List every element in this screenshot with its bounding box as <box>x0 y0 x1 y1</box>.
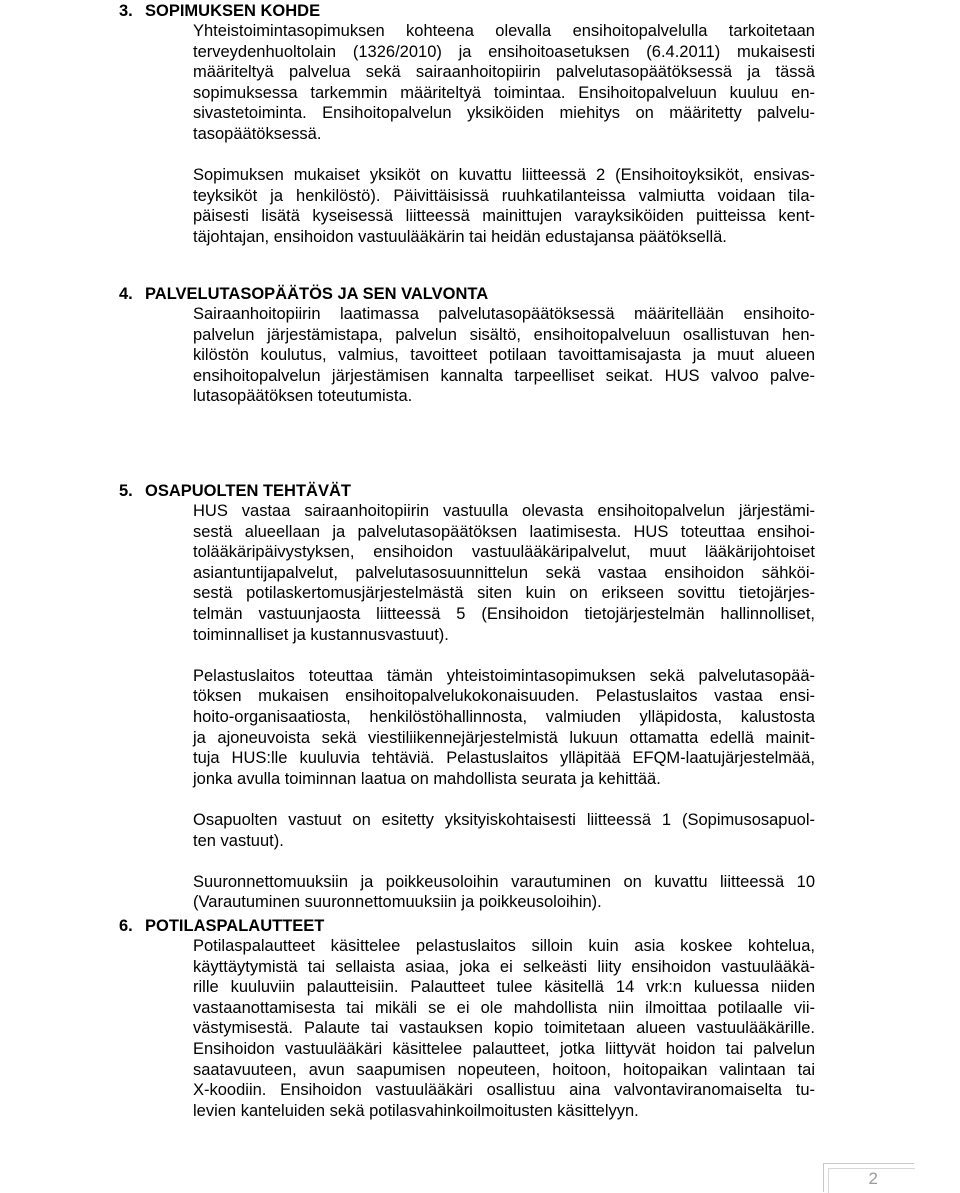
text-line: sestä potilaskertomusjärjestelmästä siten kuin on erikseen sovittu tietojärjes- <box>193 584 815 603</box>
text-line: vastaanottamisesta tai mikäli se ei ole mahdollista niin ilmoittaa potilaalle vii- <box>193 998 815 1017</box>
text-line: töksen mukaisen ensihoitopalvelukokonaisuuden. Pelastuslaitos vastaa ensi- <box>193 687 815 706</box>
text-line: sivastetoiminta. Ensihoitopalvelun yksiköiden miehitys on määritetty palvelu- <box>193 104 815 123</box>
section-6 <box>0 916 960 1121</box>
paragraph <box>193 21 815 145</box>
text-line: Yhteistoimintasopimuksen kohteena olevalla ensihoitopalvelulla tarkoitetaan <box>193 22 815 40</box>
text-line: käyttäytymistä tai sellaista asiaa, joka ei selkeästi liity ensihoidon vastuulääkä- <box>193 957 815 976</box>
section-4 <box>0 284 960 407</box>
text-line: tasopäätöksessä. <box>193 124 322 143</box>
text-line: HUS vastaa sairaanhoitopiirin vastuulla olevasta ensihoitopalvelun järjestämi- <box>193 502 815 520</box>
text-line: ten vastuut). <box>193 831 284 850</box>
text-line: päisesti lisätä kyseisessä liitteessä mainittujen varayksiköiden puitteissa kent- <box>193 207 815 226</box>
section-title: OSAPUOLTEN TEHTÄVÄT <box>145 482 351 500</box>
page-number: 2 <box>868 1169 878 1188</box>
text-line: teyksiköt ja henkilöstö). Päivittäisissä ruuhkatilanteissa valmiutta voidaan tila- <box>193 186 815 205</box>
page-number-box <box>823 1163 914 1192</box>
text-line: Pelastuslaitos toteuttaa tämän yhteistoimintasopimuksen sekä palvelutasopää- <box>193 666 815 685</box>
paragraph <box>193 165 815 247</box>
text-line: Potilaspalautteet käsittelee pelastuslaitos silloin kuin asia koskee kohtelua, <box>193 937 815 955</box>
section-number: 5. <box>119 482 133 500</box>
text-line: toiminnalliset ja kustannusvastuut). <box>193 625 449 644</box>
text-line: tuja HUS:lle kuuluvia tehtäviä. Pelastuslaitos ylläpitää EFQM-laatujärjestelmää, <box>193 749 815 768</box>
text-line: telmän vastuunjaosta liitteessä 5 (Ensihoidon tietojärjestelmän hallinnolliset, <box>193 604 815 623</box>
text-line: rille kuuluviin palautteisiin. Palautteet tulee käsitellä 14 vrk:n kuluessa niiden <box>193 978 815 997</box>
section-heading <box>0 1 960 21</box>
text-line: X-koodiin. Ensihoidon vastuulääkäri osallistuu aina valvontaviranomaiselta tu- <box>193 1081 815 1100</box>
text-line: jonka avulla toiminnan laatua on mahdollista seurata ja kehittää. <box>193 769 661 788</box>
text-line: levien kanteluiden sekä potilasvahinkoilmoitusten käsittelyyn. <box>193 1101 639 1120</box>
section-5 <box>0 481 960 913</box>
text-line: Osapuolten vastuut on esitetty yksityiskohtaisesti liitteessä 1 (Sopimusosapuol- <box>193 810 815 829</box>
text-line: asiantuntijapalvelut, palvelutasosuunnittelun sekä vastaa ensihoidon sähköi- <box>193 563 815 582</box>
text-line: täjohtajan, ensihoidon vastuulääkärin tai heidän edustajansa päätöksellä. <box>193 227 727 246</box>
section-title: PALVELUTASOPÄÄTÖS JA SEN VALVONTA <box>145 285 489 303</box>
text-line: saatavuuteen, avun saapumisen nopeuteen, hoitoon, hoitopaikan valintaan tai <box>193 1060 815 1079</box>
section-number: 4. <box>119 285 133 303</box>
text-line: Sairaanhoitopiirin laatimassa palvelutasopäätöksessä määritellään ensihoito- <box>193 305 815 323</box>
section-title: SOPIMUKSEN KOHDE <box>145 2 321 20</box>
text-line: sestä alueellaan ja palvelutasopäätöksen laatimisesta. HUS toteuttaa ensihoi- <box>193 522 815 541</box>
paragraph <box>193 872 815 913</box>
paragraph <box>193 304 815 407</box>
text-line: lutasopäätöksen toteutumista. <box>193 387 413 406</box>
text-line: palvelun järjestämistapa, palvelun sisältö, ensihoitopalveluun osallistuvan hen- <box>193 325 815 344</box>
text-line: Ensihoidon vastuulääkäri käsittelee palautteet, jotka liittyvät hoidon tai palvelun <box>193 1039 815 1058</box>
section-heading <box>0 481 960 501</box>
text-line: Suuronnettomuuksiin ja poikkeusoloihin varautuminen on kuvattu liitteessä 10 <box>193 872 815 891</box>
paragraph <box>193 936 815 1121</box>
text-line: hoito-organisaatiosta, henkilöstöhallinnosta, valmiuden ylläpidosta, kalustosta <box>193 707 815 726</box>
section-number: 3. <box>119 2 133 20</box>
text-line: kilöstön koulutus, valmius, tavoitteet potilaan tavoittamisajasta ja muut alueen <box>193 346 815 365</box>
paragraph <box>193 810 815 851</box>
text-line: ja ajoneuvoista sekä viestiliikennejärjestelmistä lukuun ottamatta edellä mainit- <box>193 728 815 747</box>
text-line: sopimuksessa tarkemmin määriteltyä toimintaa. Ensihoitopalveluun kuuluu en- <box>193 83 815 102</box>
text-line: tolääkäripäivystyksen, ensihoidon vastuulääkäripalvelut, muut lääkärijohtoiset <box>193 543 815 562</box>
paragraph <box>193 666 815 790</box>
text-line: västymisestä. Palaute tai vastauksen kopio toimitetaan alueen vastuulääkärille. <box>193 1019 815 1038</box>
text-line: (Varautuminen suuronnettomuuksiin ja poikkeusoloihin). <box>193 893 602 912</box>
section-title: POTILASPALAUTTEET <box>145 917 325 935</box>
text-line: määriteltyä palvelua sekä sairaanhoitopiirin palvelutasopäätöksessä ja tässä <box>193 63 815 82</box>
text-line: Sopimuksen mukaiset yksiköt on kuvattu liitteessä 2 (Ensihoitoyksiköt, ensivas- <box>193 166 815 185</box>
section-heading <box>0 916 960 936</box>
paragraph <box>193 501 815 645</box>
text-line: ensihoitopalvelun järjestämisen kannalta tarpeelliset seikat. HUS valvoo palve- <box>193 366 815 385</box>
section-number: 6. <box>119 917 133 935</box>
text-line: terveydenhuoltolain (1326/2010) ja ensihoitoasetuksen (6.4.2011) mukaisesti <box>193 42 815 61</box>
section-3 <box>0 1 960 248</box>
section-heading <box>0 284 960 304</box>
